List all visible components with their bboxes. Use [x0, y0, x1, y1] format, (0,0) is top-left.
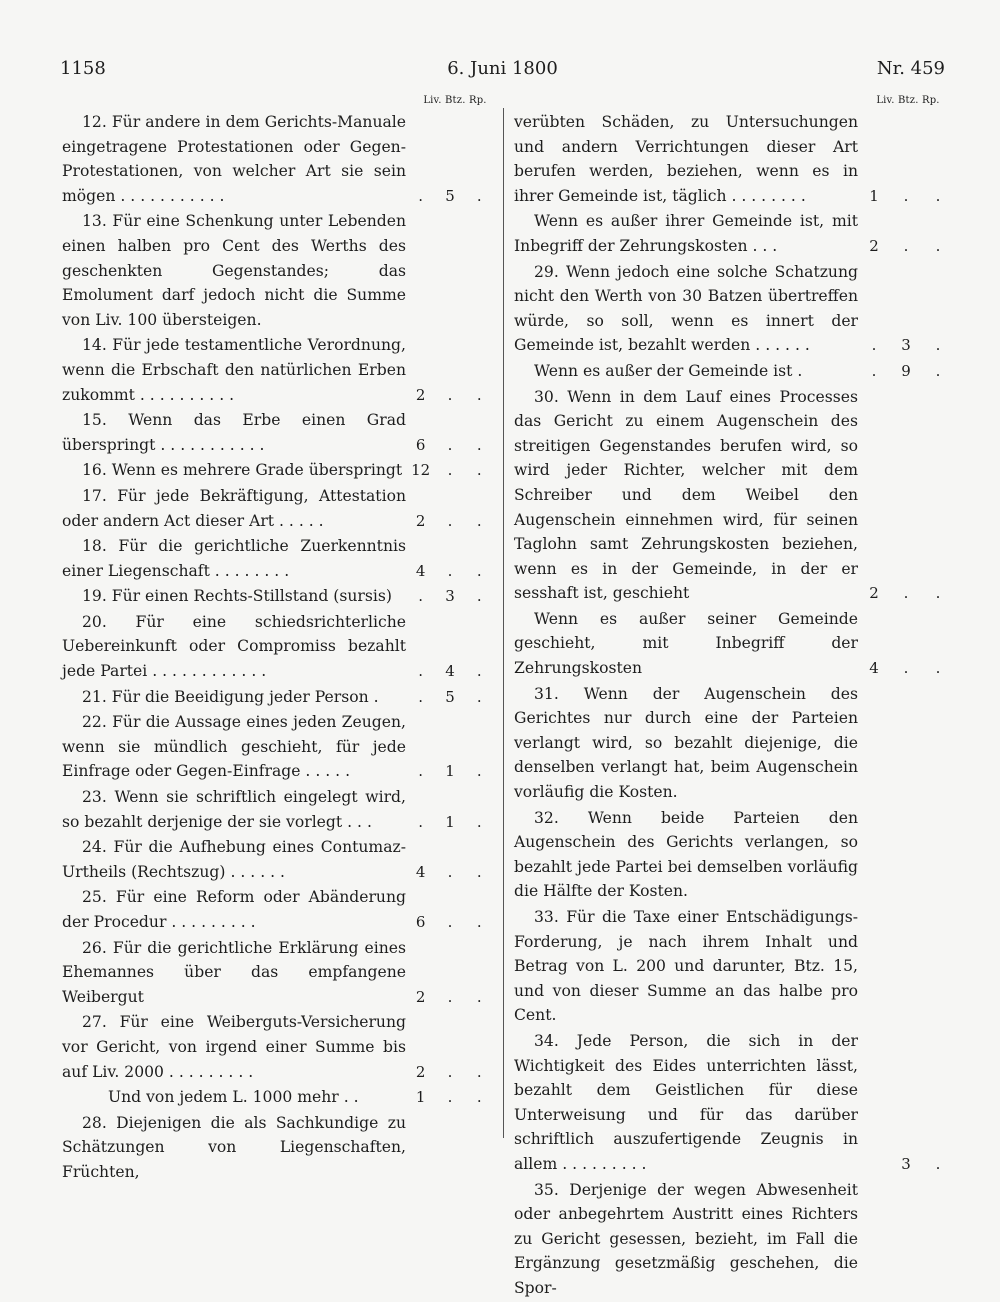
amount-liv [858, 1152, 890, 1177]
amount-rp: . [476, 762, 482, 781]
amount-liv: 12 [411, 461, 431, 480]
tariff-entry [514, 1029, 954, 1177]
amount-liv: 1 [415, 1088, 426, 1107]
entry-text: 22. Für die Aussage eines jeden Zeugen, wenn sie mündlich geschieht, für jede Einfrage oder Gegen-Einfrage . . . . . [62, 713, 406, 781]
amount-rp: . [935, 659, 941, 678]
amount-btz: 3 [901, 336, 911, 355]
entry-text: 35. Derjenige der wegen Abwesenheit oder anbegehrtem Austritt eines Richters zu Gericht gesessen, bezieht, im Fall die Ergänzung gesetzmäßig geschehen, die Spor- [514, 1180, 858, 1297]
amount-headers-label: Liv. Btz. Rp. [423, 95, 487, 106]
tariff-entry [514, 607, 954, 681]
tariff-entry [514, 260, 954, 358]
amount-rp: . [476, 511, 482, 530]
amount-btz: 3 [901, 1154, 911, 1173]
amount-btz: . [447, 1088, 453, 1107]
amount-liv: 4 [415, 862, 426, 881]
entry-amounts [406, 759, 494, 784]
left-amount-headers [62, 94, 494, 108]
tariff-entry [514, 682, 954, 805]
amount-liv: 6 [415, 913, 426, 931]
tariff-entry [514, 110, 954, 208]
column-divider [503, 108, 504, 1138]
entry-text: 21. Für die Beeidigung jeder Person . [82, 687, 379, 706]
entry-text: 29. Wenn jedoch eine solche Schatzung nicht den Werth von 30 Batzen übertreffen würde, so soll, wenn es innert der Gemeinde ist, bezahlt werden . . . . . . [514, 262, 858, 355]
entry-text: 25. Für eine Reform oder Abänderung der Procedur . . . . . . . . . [62, 888, 406, 931]
entry-text: 33. Für die Taxe einer Entschädigungs-Forderung, je nach ihrem Inhalt und Betrag von L. 200 und darunter, Btz. 15, und von dieser Summe an das halbe pro Cent. [514, 908, 858, 1025]
amount-btz: . [447, 385, 453, 404]
page-date: 6. Juni 1800 [447, 58, 558, 79]
tariff-entry [62, 110, 494, 208]
entry-text: Wenn es außer seiner Gemeinde geschieht, mit Inbegriff der Zehrungskosten [514, 609, 858, 678]
amount-btz: 1 [445, 812, 455, 831]
amount-rp: . [476, 662, 482, 681]
tariff-entry [514, 905, 954, 1028]
tariff-entry [62, 458, 494, 483]
entry-text: 13. Für eine Schenkung unter Lebenden einen halben pro Cent des Werths des geschenkten Gegenstandes; das Emolument darf jedoch nicht die Summe von Liv. 100 übersteigen. [62, 212, 406, 329]
entry-amounts [406, 810, 494, 835]
entry-amounts [406, 559, 494, 584]
amount-rp: . [935, 361, 941, 380]
tariff-entry [62, 835, 494, 884]
amount-liv: . [418, 762, 424, 781]
amount-btz: 4 [445, 662, 455, 681]
tariff-entry [62, 685, 494, 710]
amount-btz: 3 [445, 587, 455, 606]
entry-text: 30. Wenn in dem Lauf eines Processes das Gericht zu einem Augenschein des streitigen Gegenstandes berufen wird, so wird jeder Richter, welcher mit dem Schreiber und dem Weibel den Augenschein einnehmen wird, für seinen Taglohn samt Zehrungskosten beziehen, wenn es in der Gemeinde, in der er sesshaft ist, geschieht [514, 387, 858, 603]
entry-text: 16. Wenn es mehrere Grade überspringt [82, 461, 403, 480]
amount-liv: 6 [415, 435, 426, 454]
amount-btz: . [447, 511, 453, 530]
amount-btz: . [447, 862, 453, 881]
amount-rp: . [476, 862, 482, 881]
entry-text: verübten Schäden, zu Untersuchungen und andern Verrichtungen dieser Art berufen werden, beziehen, wenn es in ihrer Gemeinde ist, täglich . . . . . . . . [514, 113, 858, 205]
left-column [62, 94, 494, 1186]
amount-rp: . [476, 687, 482, 706]
tariff-entry [62, 936, 494, 1010]
tariff-entry [62, 785, 494, 834]
right-column [514, 94, 954, 1302]
entry-amounts [406, 1085, 494, 1110]
entry-amounts [406, 383, 494, 408]
entry-text: 17. Für jede Bekräftigung, Attestation oder andern Act dieser Art . . . . . [62, 486, 406, 530]
amount-liv: 4 [869, 659, 879, 678]
amount-rp: . [935, 1154, 941, 1173]
entry-text: 34. Jede Person, die sich in der Wichtigkeit des Eides unterrichten lässt, bezahlt dem Geistlichen für diese Unterweisung und für das darüber schriftlich auszufertigende Zeugnis in allem . . . . . . . . . [514, 1031, 858, 1173]
amount-rp: . [476, 435, 482, 454]
entry-text: 20. Für eine schiedsrichterliche Uebereinkunft oder Compromiss bezahlt jede Partei . . . . . . . . . . . . [62, 612, 406, 681]
amount-btz: . [903, 659, 909, 678]
amount-liv: . [418, 687, 424, 706]
page-number: 1158 [60, 58, 106, 79]
entry-amounts [858, 359, 954, 384]
entry-text: 15. Wenn das Erbe einen Grad überspringt . . . . . . . . . . . [62, 411, 406, 454]
entry-amounts [858, 1152, 954, 1177]
amount-rp: . [935, 584, 941, 603]
entry-text: 31. Wenn der Augenschein des Gerichtes nur durch eine der Parteien verlangt wird, so bezahlt diejenige, die denselben verlangt hat, beim Augenschein vorläufig die Kosten. [514, 684, 858, 802]
entry-amounts [406, 985, 494, 1010]
amount-rp: . [476, 461, 482, 480]
entry-amounts [406, 659, 494, 684]
entry-text: 23. Wenn sie schriftlich eingelegt wird, so bezahlt derjenige der sie vorlegt . . . [62, 788, 406, 831]
entry-text: 28. Diejenigen die als Sachkundige zu Schätzungen von Liegenschaften, Früchten, [62, 1113, 406, 1181]
amount-btz: 5 [445, 687, 455, 706]
entry-amounts [858, 656, 954, 681]
document-number: Nr. 459 [876, 58, 945, 79]
entry-text: 19. Für einen Rechts-Stillstand (sursis) [82, 587, 392, 606]
amount-liv: . [418, 186, 424, 205]
right-amount-headers [514, 94, 954, 108]
amount-btz: . [447, 987, 453, 1006]
amount-btz: 1 [445, 762, 455, 781]
entry-amounts [406, 509, 494, 534]
amount-liv: . [871, 361, 877, 380]
entry-amounts [406, 1060, 494, 1085]
tariff-entry [62, 1085, 494, 1110]
amount-rp: . [935, 236, 941, 255]
tariff-entry [62, 209, 494, 332]
amount-rp: . [476, 561, 482, 580]
tariff-entry [62, 584, 494, 609]
entry-amounts [406, 584, 494, 609]
amount-btz: . [447, 913, 453, 931]
entry-text: 32. Wenn beide Parteien den Augenschein des Gerichts verlangen, so bezahlt jede Partei bei demselben vorläufig die Hälfte der Kosten. [514, 808, 858, 901]
amount-liv: . [418, 587, 424, 606]
entry-text: 26. Für die gerichtliche Erklärung eines Ehemannes über das empfangene Weibergut [62, 938, 406, 1006]
tariff-entry [62, 1111, 494, 1185]
entry-text: 18. Für die gerichtliche Zuerkenntnis einer Liegenschaft . . . . . . . . [62, 537, 406, 580]
entry-amounts [858, 234, 954, 259]
entry-amounts [406, 860, 494, 885]
page-header [60, 52, 945, 86]
amount-rp: . [935, 336, 941, 355]
amount-liv: 2 [869, 584, 879, 603]
tariff-entry [62, 484, 494, 533]
amount-liv: 2 [415, 385, 426, 404]
amount-headers-label: Liv. Btz. Rp. [876, 95, 940, 106]
amount-rp: . [476, 1088, 482, 1107]
amount-btz: 9 [901, 361, 911, 380]
amount-rp: . [476, 587, 482, 606]
amount-btz: . [447, 435, 453, 454]
tariff-entry [514, 806, 954, 904]
amount-liv: 2 [415, 511, 426, 530]
amount-liv: 4 [415, 561, 426, 580]
tariff-entry [62, 1010, 494, 1084]
tariff-entry [62, 408, 494, 457]
amount-btz: . [903, 236, 909, 255]
tariff-entry [514, 359, 954, 384]
entry-text: Wenn es außer ihrer Gemeinde ist, mit Inbegriff der Zehrungskosten . . . [514, 212, 858, 255]
tariff-entry [62, 610, 494, 684]
amount-liv: 2 [415, 987, 426, 1006]
amount-rp: . [476, 186, 482, 205]
amount-rp: . [476, 385, 482, 404]
amount-btz: . [447, 461, 453, 480]
amount-rp: . [476, 987, 482, 1006]
entry-amounts [406, 433, 494, 458]
amount-liv: . [418, 812, 424, 831]
amount-liv: 1 [869, 186, 879, 205]
tariff-entry [62, 710, 494, 784]
tariff-entry [62, 333, 494, 407]
amount-liv: . [418, 662, 424, 681]
amount-btz: . [903, 186, 909, 205]
entry-amounts [858, 333, 954, 358]
tariff-entry [514, 209, 954, 258]
entry-amounts [406, 458, 494, 483]
amount-btz: . [447, 1062, 453, 1081]
amount-btz: . [903, 584, 909, 603]
entry-text: 27. Für eine Weiberguts-Versicherung vor Gericht, von irgend einer Summe bis auf Liv. 2000 . . . . . . . . . [62, 1013, 406, 1081]
entry-amounts [858, 184, 954, 209]
tariff-entry [514, 385, 954, 606]
entry-text: Wenn es außer der Gemeinde ist . [534, 361, 803, 380]
entry-amounts [406, 184, 494, 209]
amount-liv: 2 [869, 236, 879, 255]
entry-text: 12. Für andere in dem Gerichts-Manuale eingetragene Protestationen oder Gegen-Protestationen, von welcher Art sie sein mögen . . . . . . . . . . . [62, 113, 406, 205]
entry-text: 24. Für die Aufhebung eines Contumaz-Urtheils (Rechtszug) . . . . . . [62, 838, 406, 881]
amount-rp: . [935, 186, 941, 205]
amount-liv: . [871, 336, 877, 355]
entry-text: 14. Für jede testamentliche Verordnung, wenn die Erbschaft den natürlichen Erben zukommt . . . . . . . . . . [62, 336, 406, 404]
tariff-entry [62, 885, 494, 934]
amount-rp: . [476, 1062, 482, 1081]
right-entry-list [514, 110, 954, 1301]
tariff-entry [62, 534, 494, 583]
entry-amounts [858, 581, 954, 606]
amount-rp: . [476, 812, 482, 831]
entry-text: Und von jedem L. 1000 mehr . . [108, 1088, 359, 1107]
amount-btz: . [447, 561, 453, 580]
entry-amounts [406, 685, 494, 710]
left-entry-list [62, 110, 494, 1185]
tariff-entry [514, 1178, 954, 1301]
amount-btz: 5 [445, 186, 455, 205]
amount-liv: 2 [415, 1062, 426, 1081]
entry-amounts [406, 910, 494, 935]
amount-rp: . [476, 913, 482, 931]
